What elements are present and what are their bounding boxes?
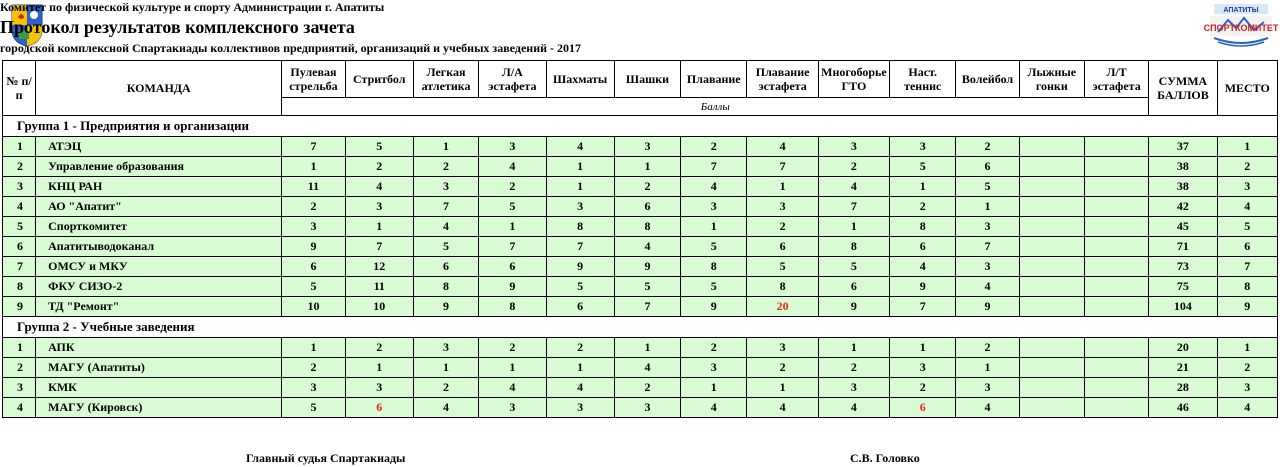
team-name: ФКУ СИЗО-2 [36,277,282,297]
score-cell: 12 [345,257,413,277]
table-row [3,257,1278,277]
place-cell: 7 [1217,257,1277,277]
score-cell: 1 [345,217,413,237]
place-cell: 2 [1217,358,1277,378]
table-row [3,338,1278,358]
sum-cell: 42 [1149,197,1217,217]
score-cell: 1 [890,177,956,197]
score-cell: 4 [614,358,680,378]
score-cell: 5 [818,257,889,277]
score-cell: 4 [413,217,478,237]
table-row [3,197,1278,217]
score-cell: 1 [890,338,956,358]
score-cell: 3 [614,398,680,418]
team-name: АПК [36,338,282,358]
team-name: МАГУ (Апатиты) [36,358,282,378]
score-cell: 3 [681,197,747,217]
score-cell: 3 [282,378,345,398]
logo-top-text: АПАТИТЫ [1223,7,1259,14]
score-cell: 4 [345,177,413,197]
score-cell: 6 [413,257,478,277]
score-cell: 2 [413,378,478,398]
score-cell: 1 [479,358,546,378]
score-cell: 7 [956,237,1019,257]
score-cell: 8 [818,237,889,257]
group-title: Группа 2 - Учебные заведения [3,317,1278,338]
col-header-num: № п/п [3,61,36,116]
score-cell: 1 [282,157,345,177]
score-cell: 6 [890,237,956,257]
score-cell: 1 [614,338,680,358]
col-header-event: Пулевая стрельба [282,61,345,98]
score-cell: 3 [282,217,345,237]
score-cell [1084,297,1148,317]
score-cell: 4 [747,137,818,157]
sum-cell: 45 [1149,217,1217,237]
place-cell: 9 [1217,297,1277,317]
score-cell [1019,398,1084,418]
score-cell: 4 [479,157,546,177]
score-cell: 11 [282,177,345,197]
score-cell: 3 [956,378,1019,398]
score-cell: 1 [479,217,546,237]
team-name: МАГУ (Кировск) [36,398,282,418]
score-cell: 4 [546,137,614,157]
score-cell: 1 [546,358,614,378]
score-cell: 2 [413,157,478,177]
score-cell: 7 [614,297,680,317]
score-cell: 2 [479,338,546,358]
score-cell: 4 [614,237,680,257]
score-cell: 4 [479,378,546,398]
row-number: 2 [3,358,36,378]
score-cell: 9 [282,237,345,257]
score-cell [1019,277,1084,297]
units-label: Баллы [282,98,1149,116]
score-cell: 2 [282,358,345,378]
score-cell [1019,177,1084,197]
score-cell: 1 [614,157,680,177]
row-number: 5 [3,217,36,237]
table-row [3,297,1278,317]
score-cell: 9 [818,297,889,317]
score-cell: 2 [956,338,1019,358]
col-header-place: МЕСТО [1217,61,1277,116]
score-cell: 3 [345,378,413,398]
score-cell: 5 [282,398,345,418]
score-cell: 3 [413,177,478,197]
score-cell: 9 [479,277,546,297]
row-number: 4 [3,398,36,418]
team-name: Спорткомитет [36,217,282,237]
place-cell: 4 [1217,398,1277,418]
score-cell: 1 [747,177,818,197]
row-number: 1 [3,338,36,358]
place-cell: 1 [1217,338,1277,358]
score-cell: 4 [681,398,747,418]
score-cell: 4 [818,398,889,418]
score-cell [1019,237,1084,257]
row-number: 3 [3,378,36,398]
score-cell: 5 [282,277,345,297]
col-header-event: Лыжные гонки [1019,61,1084,98]
score-cell [1019,338,1084,358]
score-cell: 3 [413,338,478,358]
organization-title: Комитет по физической культуре и спорту Администрации г. Апатиты [0,0,385,14]
table-row [3,177,1278,197]
score-cell: 6 [614,197,680,217]
row-number: 1 [3,137,36,157]
score-cell: 3 [956,257,1019,277]
sum-cell: 28 [1149,378,1217,398]
score-cell: 8 [614,217,680,237]
col-header-event: Многоборье ГТО [818,61,889,98]
score-cell: 3 [890,137,956,157]
score-cell: 5 [614,277,680,297]
score-cell: 7 [747,157,818,177]
score-cell [1019,137,1084,157]
sum-cell: 38 [1149,157,1217,177]
row-number: 4 [3,197,36,217]
place-cell: 1 [1217,137,1277,157]
logo-main-text: СПОРТКОМИТЕТ [1203,23,1279,33]
score-cell: 6 [818,277,889,297]
score-cell: 6 [956,157,1019,177]
table-row [3,398,1278,418]
score-cell: 6 [479,257,546,277]
score-cell: 9 [546,257,614,277]
score-cell: 9 [956,297,1019,317]
score-cell [1019,378,1084,398]
table-row [3,237,1278,257]
score-cell: 3 [681,358,747,378]
score-cell: 2 [681,338,747,358]
score-cell: 3 [747,338,818,358]
sum-cell: 75 [1149,277,1217,297]
col-header-team: КОМАНДА [36,61,282,116]
score-cell: 9 [614,257,680,277]
score-cell: 3 [956,217,1019,237]
score-cell: 2 [345,338,413,358]
col-header-event: Легкая атлетика [413,61,478,98]
score-cell: 8 [546,217,614,237]
sum-cell: 37 [1149,137,1217,157]
table-row [3,137,1278,157]
score-cell: 7 [818,197,889,217]
sum-cell: 38 [1149,177,1217,197]
score-cell [1084,217,1148,237]
row-number: 9 [3,297,36,317]
col-header-event: Шахматы [546,61,614,98]
row-number: 7 [3,257,36,277]
score-cell: 8 [681,257,747,277]
team-name: АТЭЦ [36,137,282,157]
team-name: АО "Апатит" [36,197,282,217]
score-cell: 20 [747,297,818,317]
place-cell: 2 [1217,157,1277,177]
score-cell [1019,257,1084,277]
sum-cell: 73 [1149,257,1217,277]
score-cell: 4 [413,398,478,418]
results-table [2,60,1278,418]
score-cell [1084,157,1148,177]
score-cell: 1 [282,338,345,358]
score-cell: 4 [681,177,747,197]
score-cell: 10 [282,297,345,317]
score-cell [1084,338,1148,358]
score-cell: 2 [614,177,680,197]
score-cell: 1 [956,197,1019,217]
score-cell [1084,378,1148,398]
page-subtitle: городской комплексной Спартакиады коллективов предприятий, организаций и учебных заведений - 2017 [0,41,582,55]
score-cell: 1 [546,157,614,177]
score-cell [1019,157,1084,177]
team-name: КМК [36,378,282,398]
score-cell: 6 [282,257,345,277]
place-cell: 4 [1217,197,1277,217]
score-cell: 7 [282,137,345,157]
score-cell: 5 [956,177,1019,197]
place-cell: 8 [1217,277,1277,297]
score-cell [1084,358,1148,378]
score-cell: 1 [345,358,413,378]
score-cell: 8 [747,277,818,297]
score-cell: 3 [890,358,956,378]
col-header-event: Л/Т эстафета [1084,61,1148,98]
judge-name: С.В. Головко [850,451,920,465]
score-cell [1084,398,1148,418]
score-cell [1019,217,1084,237]
score-cell: 8 [890,217,956,237]
score-cell: 4 [747,398,818,418]
score-cell: 4 [956,398,1019,418]
score-cell: 1 [546,177,614,197]
score-cell: 7 [681,157,747,177]
team-name: ТД "Ремонт" [36,297,282,317]
score-cell: 2 [479,177,546,197]
score-cell: 2 [890,197,956,217]
sum-cell: 46 [1149,398,1217,418]
page-title: Протокол результатов комплексного зачета [0,17,355,37]
score-cell: 9 [681,297,747,317]
score-cell [1019,358,1084,378]
score-cell [1084,257,1148,277]
score-cell: 1 [413,137,478,157]
score-cell: 1 [747,378,818,398]
score-cell: 2 [890,378,956,398]
row-number: 6 [3,237,36,257]
score-cell: 6 [747,237,818,257]
score-cell: 6 [345,398,413,418]
place-cell: 3 [1217,378,1277,398]
team-name: Апатитыводоканал [36,237,282,257]
score-cell: 4 [818,177,889,197]
score-cell: 9 [413,297,478,317]
score-cell: 3 [345,197,413,217]
score-cell: 3 [747,197,818,217]
score-cell: 7 [890,297,956,317]
score-cell [1019,197,1084,217]
score-cell: 2 [818,157,889,177]
col-header-event: Стритбол [345,61,413,98]
score-cell: 2 [681,137,747,157]
score-cell: 3 [546,197,614,217]
table-row [3,358,1278,378]
score-cell: 6 [890,398,956,418]
col-header-event: Плавание [681,61,747,98]
score-cell: 3 [479,398,546,418]
score-cell: 2 [345,157,413,177]
table-row [3,157,1278,177]
place-cell: 6 [1217,237,1277,257]
sum-cell: 20 [1149,338,1217,358]
score-cell: 7 [546,237,614,257]
score-cell: 1 [818,338,889,358]
sum-cell: 21 [1149,358,1217,378]
score-cell: 3 [818,137,889,157]
score-cell [1084,237,1148,257]
score-cell: 5 [345,137,413,157]
sum-cell: 71 [1149,237,1217,257]
score-cell: 7 [479,237,546,257]
score-cell: 2 [747,358,818,378]
team-name: КНЦ РАН [36,177,282,197]
score-cell [1084,137,1148,157]
sum-cell: 104 [1149,297,1217,317]
score-cell: 2 [956,137,1019,157]
table-row [3,217,1278,237]
table-row [3,277,1278,297]
col-header-event: Л/А эстафета [479,61,546,98]
score-cell: 1 [413,358,478,378]
score-cell [1084,177,1148,197]
team-name: Управление образования [36,157,282,177]
score-cell: 8 [413,277,478,297]
score-cell: 10 [345,297,413,317]
row-number: 2 [3,157,36,177]
score-cell: 5 [681,277,747,297]
col-header-event: Наст. теннис [890,61,956,98]
score-cell: 3 [818,378,889,398]
score-cell: 9 [890,277,956,297]
score-cell: 2 [282,197,345,217]
score-cell: 1 [818,217,889,237]
col-header-event: Волейбол [956,61,1019,98]
score-cell: 2 [546,338,614,358]
score-cell: 5 [681,237,747,257]
score-cell [1019,297,1084,317]
place-cell: 5 [1217,217,1277,237]
place-cell: 3 [1217,177,1277,197]
score-cell: 5 [413,237,478,257]
score-cell: 1 [956,358,1019,378]
score-cell: 3 [546,398,614,418]
score-cell: 4 [956,277,1019,297]
score-cell: 11 [345,277,413,297]
row-number: 8 [3,277,36,297]
col-header-sum: СУММА БАЛЛОВ [1149,61,1217,116]
score-cell: 2 [818,358,889,378]
team-name: ОМСУ и МКУ [36,257,282,277]
score-cell: 4 [890,257,956,277]
score-cell: 5 [890,157,956,177]
row-number: 3 [3,177,36,197]
score-cell: 2 [747,217,818,237]
col-header-event: Шашки [614,61,680,98]
score-cell: 8 [479,297,546,317]
score-cell: 1 [681,217,747,237]
score-cell: 5 [747,257,818,277]
judge-label: Главный судья Спартакиады [246,451,406,465]
group-header-row [3,116,1278,137]
score-cell: 5 [546,277,614,297]
group-header-row [3,317,1278,338]
score-cell: 3 [614,137,680,157]
table-row [3,378,1278,398]
score-cell: 2 [614,378,680,398]
score-cell: 4 [546,378,614,398]
score-cell: 7 [345,237,413,257]
score-cell: 7 [413,197,478,217]
score-cell: 3 [479,137,546,157]
results-body [3,116,1278,418]
score-cell: 5 [479,197,546,217]
score-cell [1084,277,1148,297]
group-title: Группа 1 - Предприятия и организации [3,116,1278,137]
score-cell: 1 [681,378,747,398]
score-cell: 6 [546,297,614,317]
score-cell [1084,197,1148,217]
col-header-event: Плавание эстафета [747,61,818,98]
